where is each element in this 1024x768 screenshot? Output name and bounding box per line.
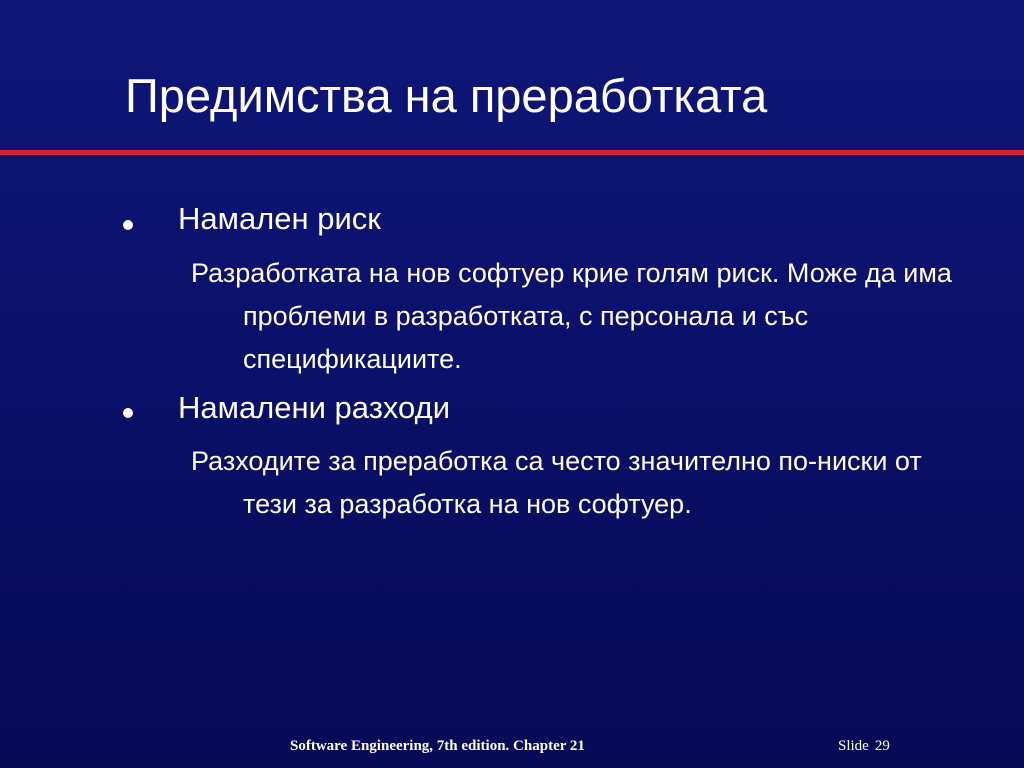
slide-number-value: 29 xyxy=(874,738,890,754)
bullet-dot-icon xyxy=(123,220,133,230)
bullet-heading-reduced-costs: Намалени разходи xyxy=(178,390,451,425)
slide-label: Slide xyxy=(838,738,869,754)
slide-title: Предимства на преработката xyxy=(125,69,768,122)
slide-number xyxy=(838,738,890,755)
bullet-text-reduced-costs: Разходите за преработка са често значително по-ниски от тези за разработка на нов софтуер. xyxy=(191,446,922,519)
title-divider xyxy=(0,150,1024,155)
bullet-dot-icon xyxy=(123,408,133,418)
bullet-text-reduced-risk: Разработката на нов софтуер крие голям риск. Може да има проблеми в разработката, с персонала и със спецификациите. xyxy=(191,258,952,374)
bullet-heading-reduced-risk: Намален риск xyxy=(178,201,381,236)
footer-text: Software Engineering, 7th edition. Chapter 21 xyxy=(290,738,585,754)
